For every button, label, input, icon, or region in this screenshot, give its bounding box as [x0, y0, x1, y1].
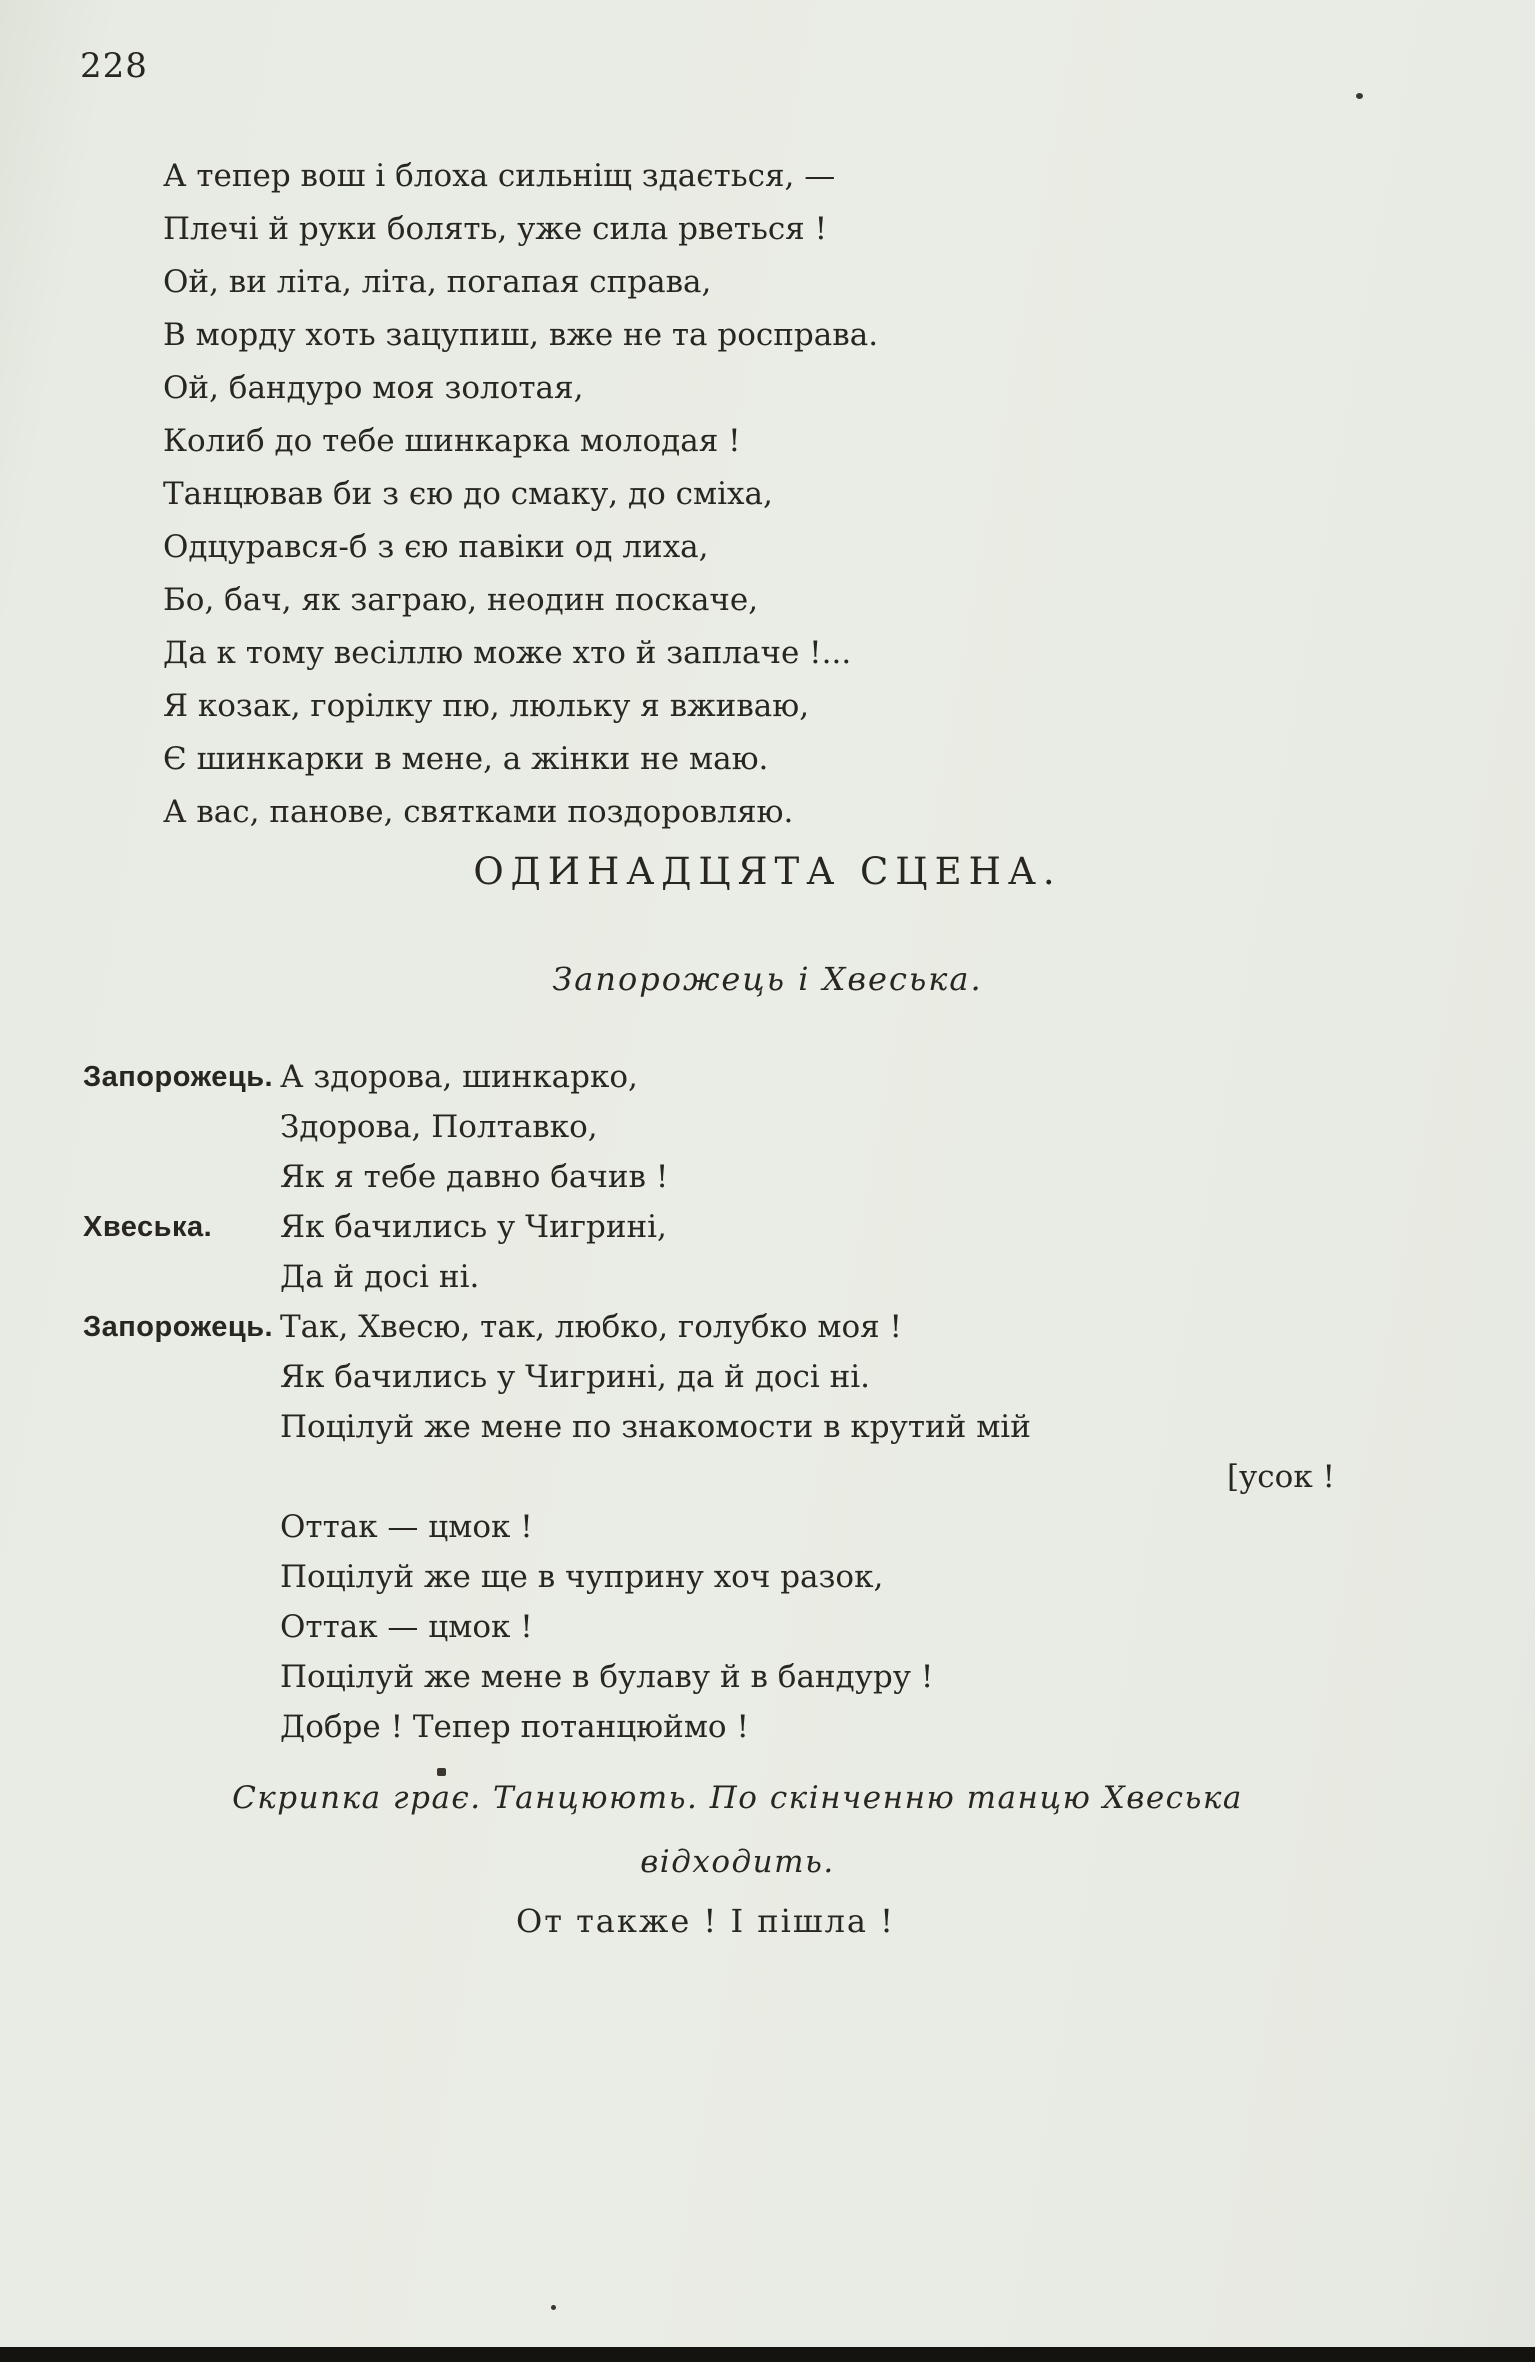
dialogue-line: Добре ! Тепер потанцюймо ! [280, 1709, 749, 1745]
dialogue-line: Як бачились у Чигрині, да й досі ні. [280, 1359, 871, 1395]
ink-speck [437, 1768, 446, 1776]
stage-direction-line: відходить. [640, 1844, 835, 1880]
verse-line: А вас, панове, святками поздоровляю. [163, 794, 794, 830]
ink-speck [551, 2305, 556, 2310]
verse-line: Одцурався-б з єю павіки од лиха, [163, 529, 709, 565]
dialogue-speech [83, 1302, 1495, 1752]
dialogue-speech [83, 1202, 1495, 1302]
dialogue-line: Да й досі ні. [280, 1259, 480, 1295]
scan-edge [0, 2347, 1535, 2362]
dialogue-line: А здорова, шинкарко, [280, 1059, 638, 1095]
dialogue-line: Оттак — цмок ! [280, 1509, 533, 1545]
speech-lines [280, 1052, 1495, 1202]
dialogue-line: Як бачились у Чигрині, [280, 1209, 667, 1245]
dialogue-line: Оттак — цмок ! [280, 1609, 533, 1645]
verse-line: Ой, бандуро моя золотая, [163, 370, 584, 406]
verse-block [163, 150, 878, 839]
dialogue-line: Здорова, Полтавко, [280, 1109, 598, 1145]
dialogue-line: [усок ! [1226, 1459, 1335, 1495]
dialogue-line: Поцілуй же мене в булаву й в бандуру ! [280, 1659, 934, 1695]
stage-direction-line: Скрипка грає. Танцюють. По скінченню танцю Хвеська [232, 1780, 1243, 1816]
dialogue-line: Поцілуй же мене по знакомости в крутий мій [280, 1409, 1031, 1445]
page-number: 228 [80, 46, 148, 86]
closing-line: От также ! І пішла ! [515, 1902, 896, 1940]
speaker-name: Хвеська. [83, 1211, 213, 1243]
dialogue-block [83, 1052, 1495, 1752]
dialogue-line: Так, Хвесю, так, любко, голубко моя ! [280, 1309, 903, 1345]
verse-line: Я козак, горілку пю, люльку я вживаю, [163, 688, 810, 724]
verse-line: Ой, ви літа, літа, погапая справа, [163, 264, 712, 300]
verse-line: В морду хоть зацупиш, вже не та росправа. [163, 317, 879, 353]
ink-speck [1356, 93, 1363, 99]
stage-direction [0, 1766, 1505, 1894]
speaker-name: Запорожець. [83, 1061, 274, 1093]
verse-line: Колиб до тебе шинкарка молодая ! [163, 423, 741, 459]
dialogue-line: Як я тебе давно бачив ! [280, 1159, 669, 1195]
verse-line: Є шинкарки в мене, а жінки не маю. [163, 741, 769, 777]
verse-line: Танцював би з єю до смаку, до сміха, [163, 476, 773, 512]
verse-line: Плечі й руки болять, уже сила рветься ! [163, 211, 828, 247]
verse-line: Да к тому весіллю може хто й заплаче !... [163, 635, 852, 671]
verse-line: Бо, бач, як заграю, неодин поскаче, [163, 582, 759, 618]
dialogue-line: Поцілуй же ще в чуприну хоч разок, [280, 1559, 884, 1595]
dialogue-speech [83, 1052, 1495, 1202]
scene-subtitle: Запорожець і Хвеська. [552, 960, 983, 998]
scene-heading: ОДИНАДЦЯТА СЦЕНА. [473, 850, 1062, 893]
speech-lines [280, 1302, 1495, 1752]
speech-lines [280, 1202, 1495, 1302]
verse-line: А тепер вош і блоха сильніщ здається, — [163, 158, 836, 194]
speaker-name: Запорожець. [83, 1311, 274, 1343]
